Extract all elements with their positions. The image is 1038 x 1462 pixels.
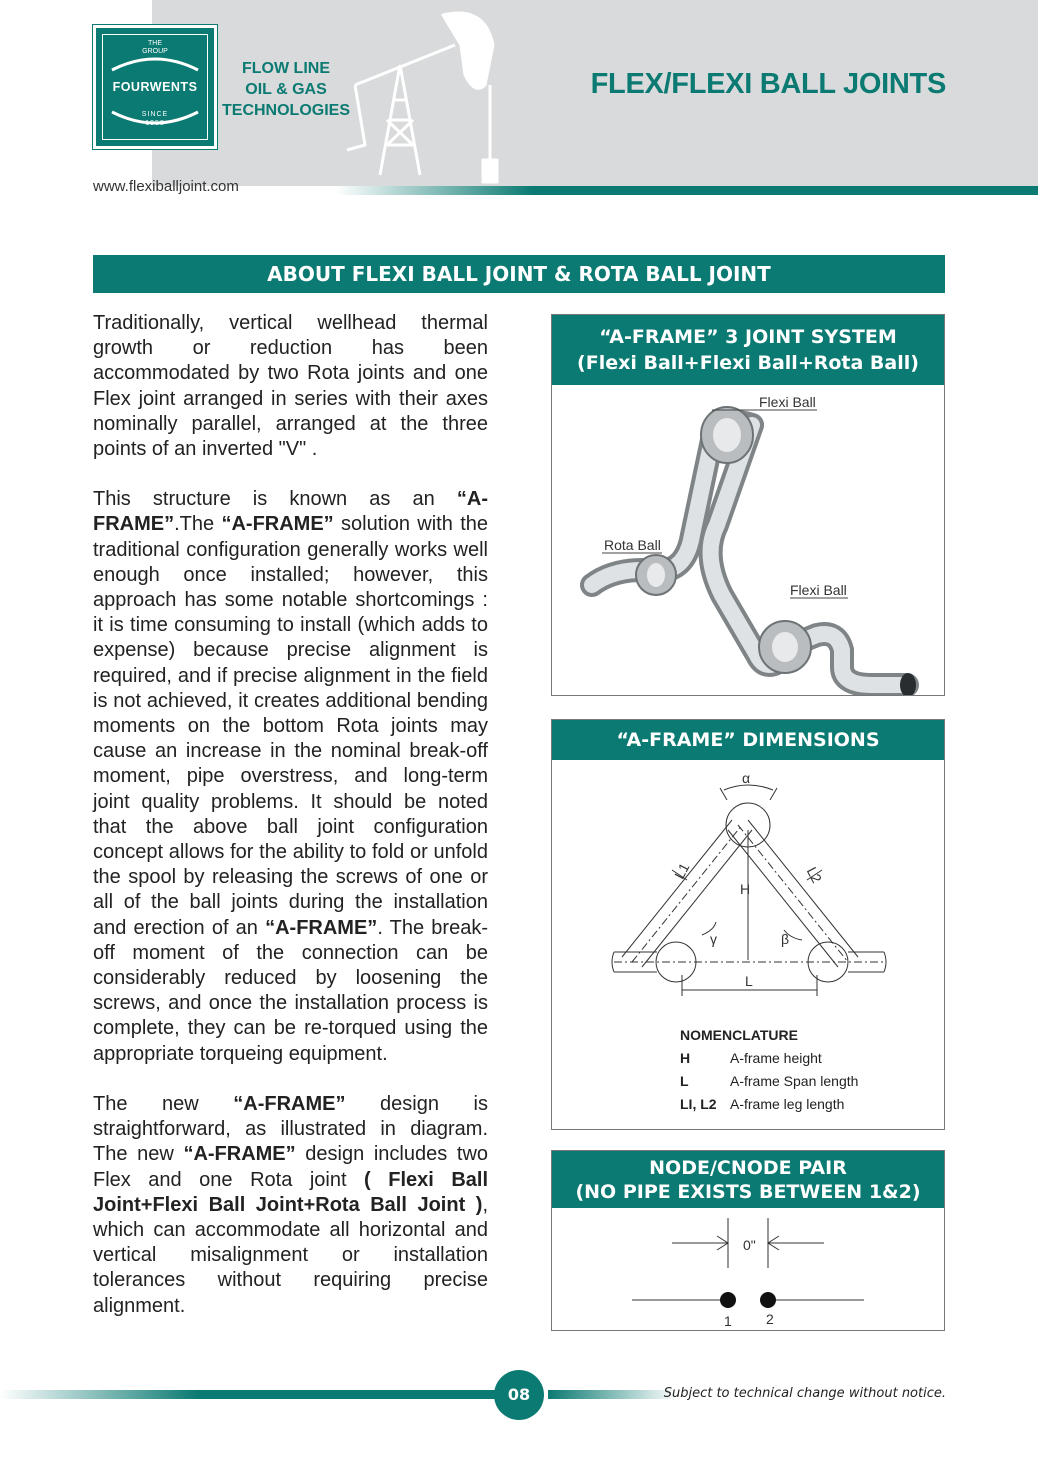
a-frame-dimensions-title: “A-FRAME” DIMENSIONS [552,720,944,760]
node-2-label: 2 [766,1311,774,1327]
company-tagline: FLOW LINE OIL & GAS TECHNOLOGIES [222,60,351,119]
label-l: L [745,973,753,989]
nomenclature-row: H A-frame height [680,1050,822,1066]
node-1-label: 1 [724,1313,732,1329]
paragraph-2: This structure is known as an “A-FRAME”.The “A-FRAME” solution with the traditional configuration generally works well enough once installed; however, this approach has some notable shortcomings : it is time consuming to install (which adds to expense) because precise alignment is required, and if precise alignment in the field is not achieved, it creates additional bending moments on the bottom Rota joints may cause an increase in the nominal break-off moment, pipe overstress, and long-term joint quality problems. It should be noted that the above ball joint configuration concept allows for the ability to fold or unfold the spool by releasing the screws of one or all of the ball joints during the installation and erection of an “A-FRAME”. The break-off moment of the connection can be considerably reduced by loosening the screws, and once the installation process is complete, they can be re-torqued using the appropriate torqueing equipment. [93,488,488,1065]
a-frame-pipe-illustration [552,385,944,695]
label-rota-ball: Rota Ball [604,537,661,553]
nomenclature-row: L A-frame Span length [680,1073,859,1089]
paragraph-3: The new “A-FRAME” design is straightforward, as illustrated in diagram. The new “A-FRAME” design includes two Flex and one Rota joint ( Flexi Ball Joint+Flexi Ball Joint+Rota Ball Joint ), which can accommodate all horizontal and vertical misalignment or installation tolerances without requiring precise alignment. [93,1092,489,1317]
label-h: H [740,881,751,897]
pumpjack-illustration [335,5,515,187]
label-beta: β [781,931,790,947]
gap-label: 0" [743,1237,756,1253]
label-top-flexi-ball: Flexi Ball [759,394,816,410]
page-title: FLEX/FLEXI BALL JOINTS [590,68,946,100]
a-frame-dimension-diagram [552,760,944,1020]
website-url[interactable]: www.flexiballjoint.com [93,178,239,195]
section-title: ABOUT FLEXI BALL JOINT & ROTA BALL JOINT [93,255,945,293]
label-gamma: γ [710,931,717,947]
footer-notice: Subject to technical change without notice. [663,1386,946,1401]
label-alpha: α [742,770,751,786]
label-l2: L2 [803,864,826,886]
label-right-flexi-ball: Flexi Ball [790,582,847,598]
page-number: 08 [494,1370,544,1420]
paragraph-1: Traditionally, vertical wellhead thermal growth or reduction has been accommodated by two Rota joints and one Flex joint arranged in series with their axes nominally parallel, arranged at the three points of an inverted "V" . [93,312,488,461]
company-logo [93,25,217,149]
label-l1: L1 [671,860,693,882]
logo-top-text: THE GROUP [142,40,168,55]
a-frame-system-box [551,314,945,696]
nomenclature-row: LI, L2 A-frame leg length [680,1096,845,1112]
node-pair-diagram [552,1208,944,1330]
header-divider [336,186,1038,195]
node-pair-title: NODE/CNODE PAIR (NO PIPE EXISTS BETWEEN 1&2) [552,1151,944,1208]
logo-since: SINCE 1958 [141,111,169,127]
node-pair-box [551,1150,945,1331]
footer-line-right [548,1390,678,1399]
logo-brand: FOURWENTS [112,80,198,94]
a-frame-system-title: “A-FRAME” 3 JOINT SYSTEM (Flexi Ball+Flexi Ball+Rota Ball) [552,315,944,385]
footer-line-left [0,1390,496,1399]
nomenclature-title: NOMENCLATURE [680,1027,798,1043]
a-frame-dimensions-box [551,719,945,1130]
body-text [93,311,488,1344]
nomenclature [680,1027,858,1119]
